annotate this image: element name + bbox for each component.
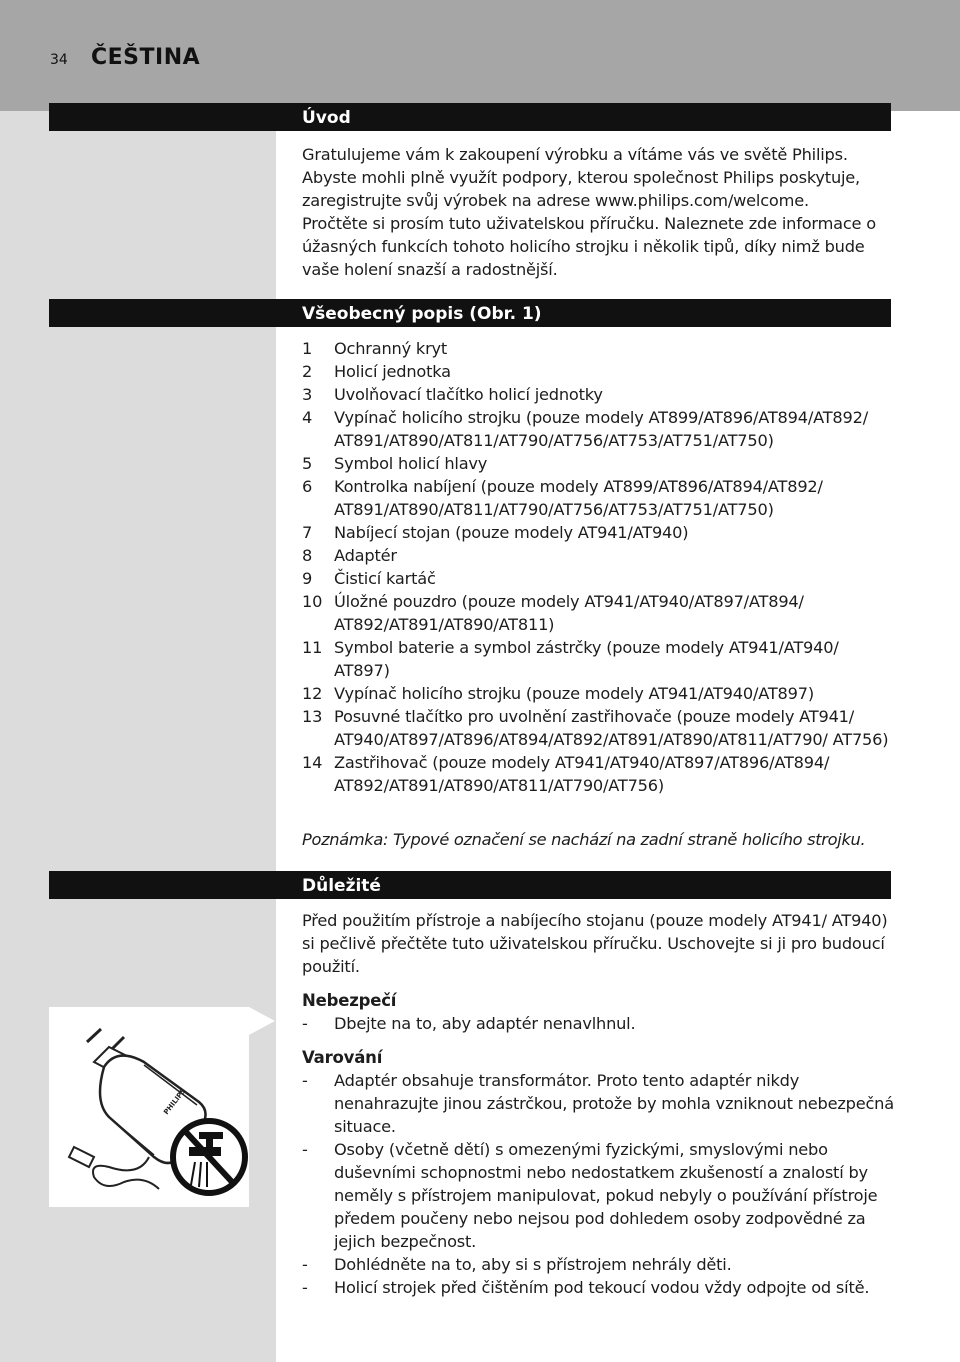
language-title: ČEŠTINA: [91, 45, 201, 70]
item-text: Symbol baterie a symbol zástrčky (pouze modely AT941/AT940/ AT897): [334, 638, 839, 680]
warning-list-container: [302, 1069, 894, 1299]
list-item: [302, 590, 894, 636]
list-item: [302, 1069, 894, 1138]
list-item: [302, 1253, 894, 1276]
adapter-brand-label: PHILIPS: [162, 1087, 188, 1117]
item-number: 9: [302, 569, 313, 588]
list-item: [302, 1276, 894, 1299]
item-number: 2: [302, 362, 313, 381]
item-text: Dbejte na to, aby adaptér nenavlhnul.: [334, 1014, 636, 1033]
item-number: 3: [302, 385, 313, 404]
list-item: [302, 1012, 894, 1035]
list-item: [302, 1138, 894, 1253]
intro-paragraph: Gratulujeme vám k zakoupení výrobku a vítáme vás ve světě Philips. Abyste mohli plně využít podpory, kterou společnost Philips poskytuje, zaregistrujte svůj výrobek na adrese www.philips.com/welcome.: [302, 145, 860, 210]
danger-list: [302, 1012, 894, 1035]
item-text: Holicí jednotka: [334, 362, 451, 381]
item-text: Holicí strojek před čištěním pod tekoucí vodou vždy odpojte od sítě.: [334, 1278, 870, 1297]
item-number: 10: [302, 592, 323, 611]
list-item: [302, 360, 894, 383]
important-intro: Před použitím přístroje a nabíjecího stojanu (pouze modely AT941/ AT940) si pečlivě přečtěte tuto uživatelskou příručku. Uschovejte si ji pro budoucí použití.: [302, 911, 888, 976]
item-text: Nabíjecí stojan (pouze modely AT941/AT940): [334, 523, 689, 542]
warning-heading: Varování: [302, 1048, 383, 1067]
no-water-tap-icon: [173, 1121, 245, 1193]
description-list-container: [302, 337, 894, 797]
dash-mark: -: [302, 1071, 308, 1090]
adapter-drawing: [49, 1007, 249, 1207]
item-number: 4: [302, 408, 313, 427]
item-text: Kontrolka nabíjení (pouze modely AT899/AT896/AT894/AT892/ AT891/AT890/AT811/AT790/AT756/AT753/AT751/AT750): [334, 477, 823, 519]
list-item: [302, 751, 894, 797]
item-text: Adaptér: [334, 546, 397, 565]
item-text: Symbol holicí hlavy: [334, 454, 488, 473]
item-number: 12: [302, 684, 323, 703]
item-text: Ochranný kryt: [334, 339, 448, 358]
intro-text: [302, 143, 894, 281]
section-bar-intro: [49, 103, 891, 131]
danger-heading: Nebezpečí: [302, 991, 397, 1010]
item-number: 1: [302, 339, 313, 358]
list-item: [302, 636, 894, 682]
item-text: Čisticí kartáč: [334, 569, 436, 588]
list-item: [302, 452, 894, 475]
section-title-intro: Úvod: [302, 108, 351, 128]
dash-mark: -: [302, 1014, 308, 1033]
item-number: 14: [302, 753, 323, 772]
list-item: [302, 406, 894, 452]
item-text: Dohlédněte na to, aby si s přístrojem nehrály děti.: [334, 1255, 732, 1274]
item-text: Uvolňovací tlačítko holicí jednotky: [334, 385, 603, 404]
item-number: 7: [302, 523, 313, 542]
intro-paragraph: Pročtěte si prosím tuto uživatelskou příručku. Naleznete zde informace o úžasných funkcích tohoto holicího strojku i několik tipů, díky nimž bude vaše holení snazší a radostnější.: [302, 214, 876, 279]
list-item: [302, 521, 894, 544]
section-bar-description: [49, 299, 891, 327]
list-item: [302, 682, 894, 705]
page-number: 34: [50, 52, 68, 68]
type-note: Poznámka: Typové označení se nachází na zadní straně holicího strojku.: [302, 830, 866, 849]
item-number: 13: [302, 707, 323, 726]
dash-mark: -: [302, 1255, 308, 1274]
item-number: 8: [302, 546, 313, 565]
item-text: Úložné pouzdro (pouze modely AT941/AT940/AT897/AT894/ AT892/AT891/AT890/AT811): [334, 592, 804, 634]
danger-list-container: [302, 1012, 894, 1035]
item-number: 11: [302, 638, 323, 657]
parts-list: [302, 337, 894, 797]
list-item: [302, 567, 894, 590]
dash-mark: -: [302, 1140, 308, 1159]
section-bar-important: [49, 871, 891, 899]
list-item: [302, 383, 894, 406]
warning-list: [302, 1069, 894, 1299]
item-text: Osoby (včetně dětí) s omezenými fyzickými, smyslovými nebo duševními schopnostmi nebo nedostatkem zkušeností a znalostí by neměly s přístrojem manipulovat, pokud nebyly o používání přístroje předem poučeny nebo nejsou pod dohledem osoby zodpovědné za jejich bezpečnost.: [334, 1140, 878, 1251]
item-text: Adaptér obsahuje transformátor. Proto tento adaptér nikdy nenahrazujte jinou zástrčkou, protože by mohla vzniknout nebezpečná situace.: [334, 1071, 894, 1136]
item-text: Zastřihovač (pouze modely AT941/AT940/AT897/AT896/AT894/ AT892/AT891/AT890/AT811/AT790/AT756): [334, 753, 830, 795]
list-item: [302, 475, 894, 521]
item-number: 6: [302, 477, 313, 496]
item-text: Vypínač holicího strojku (pouze modely AT899/AT896/AT894/AT892/ AT891/AT890/AT811/AT790/AT756/AT753/AT751/AT750): [334, 408, 868, 450]
item-number: 5: [302, 454, 313, 473]
list-item: [302, 544, 894, 567]
section-title-description: Všeobecný popis (Obr. 1): [302, 304, 542, 324]
item-text: Vypínač holicího strojku (pouze modely AT941/AT940/AT897): [334, 684, 814, 703]
adapter-illustration: [49, 1007, 249, 1207]
illustration-pointer: [249, 1007, 275, 1035]
item-text: Posuvné tlačítko pro uvolnění zastřihovače (pouze modely AT941/ AT940/AT897/AT896/AT894/AT892/AT891/AT890/AT811/AT790/ AT756): [334, 707, 889, 749]
list-item: [302, 337, 894, 360]
section-title-important: Důležité: [302, 876, 381, 896]
list-item: [302, 705, 894, 751]
dash-mark: -: [302, 1278, 308, 1297]
